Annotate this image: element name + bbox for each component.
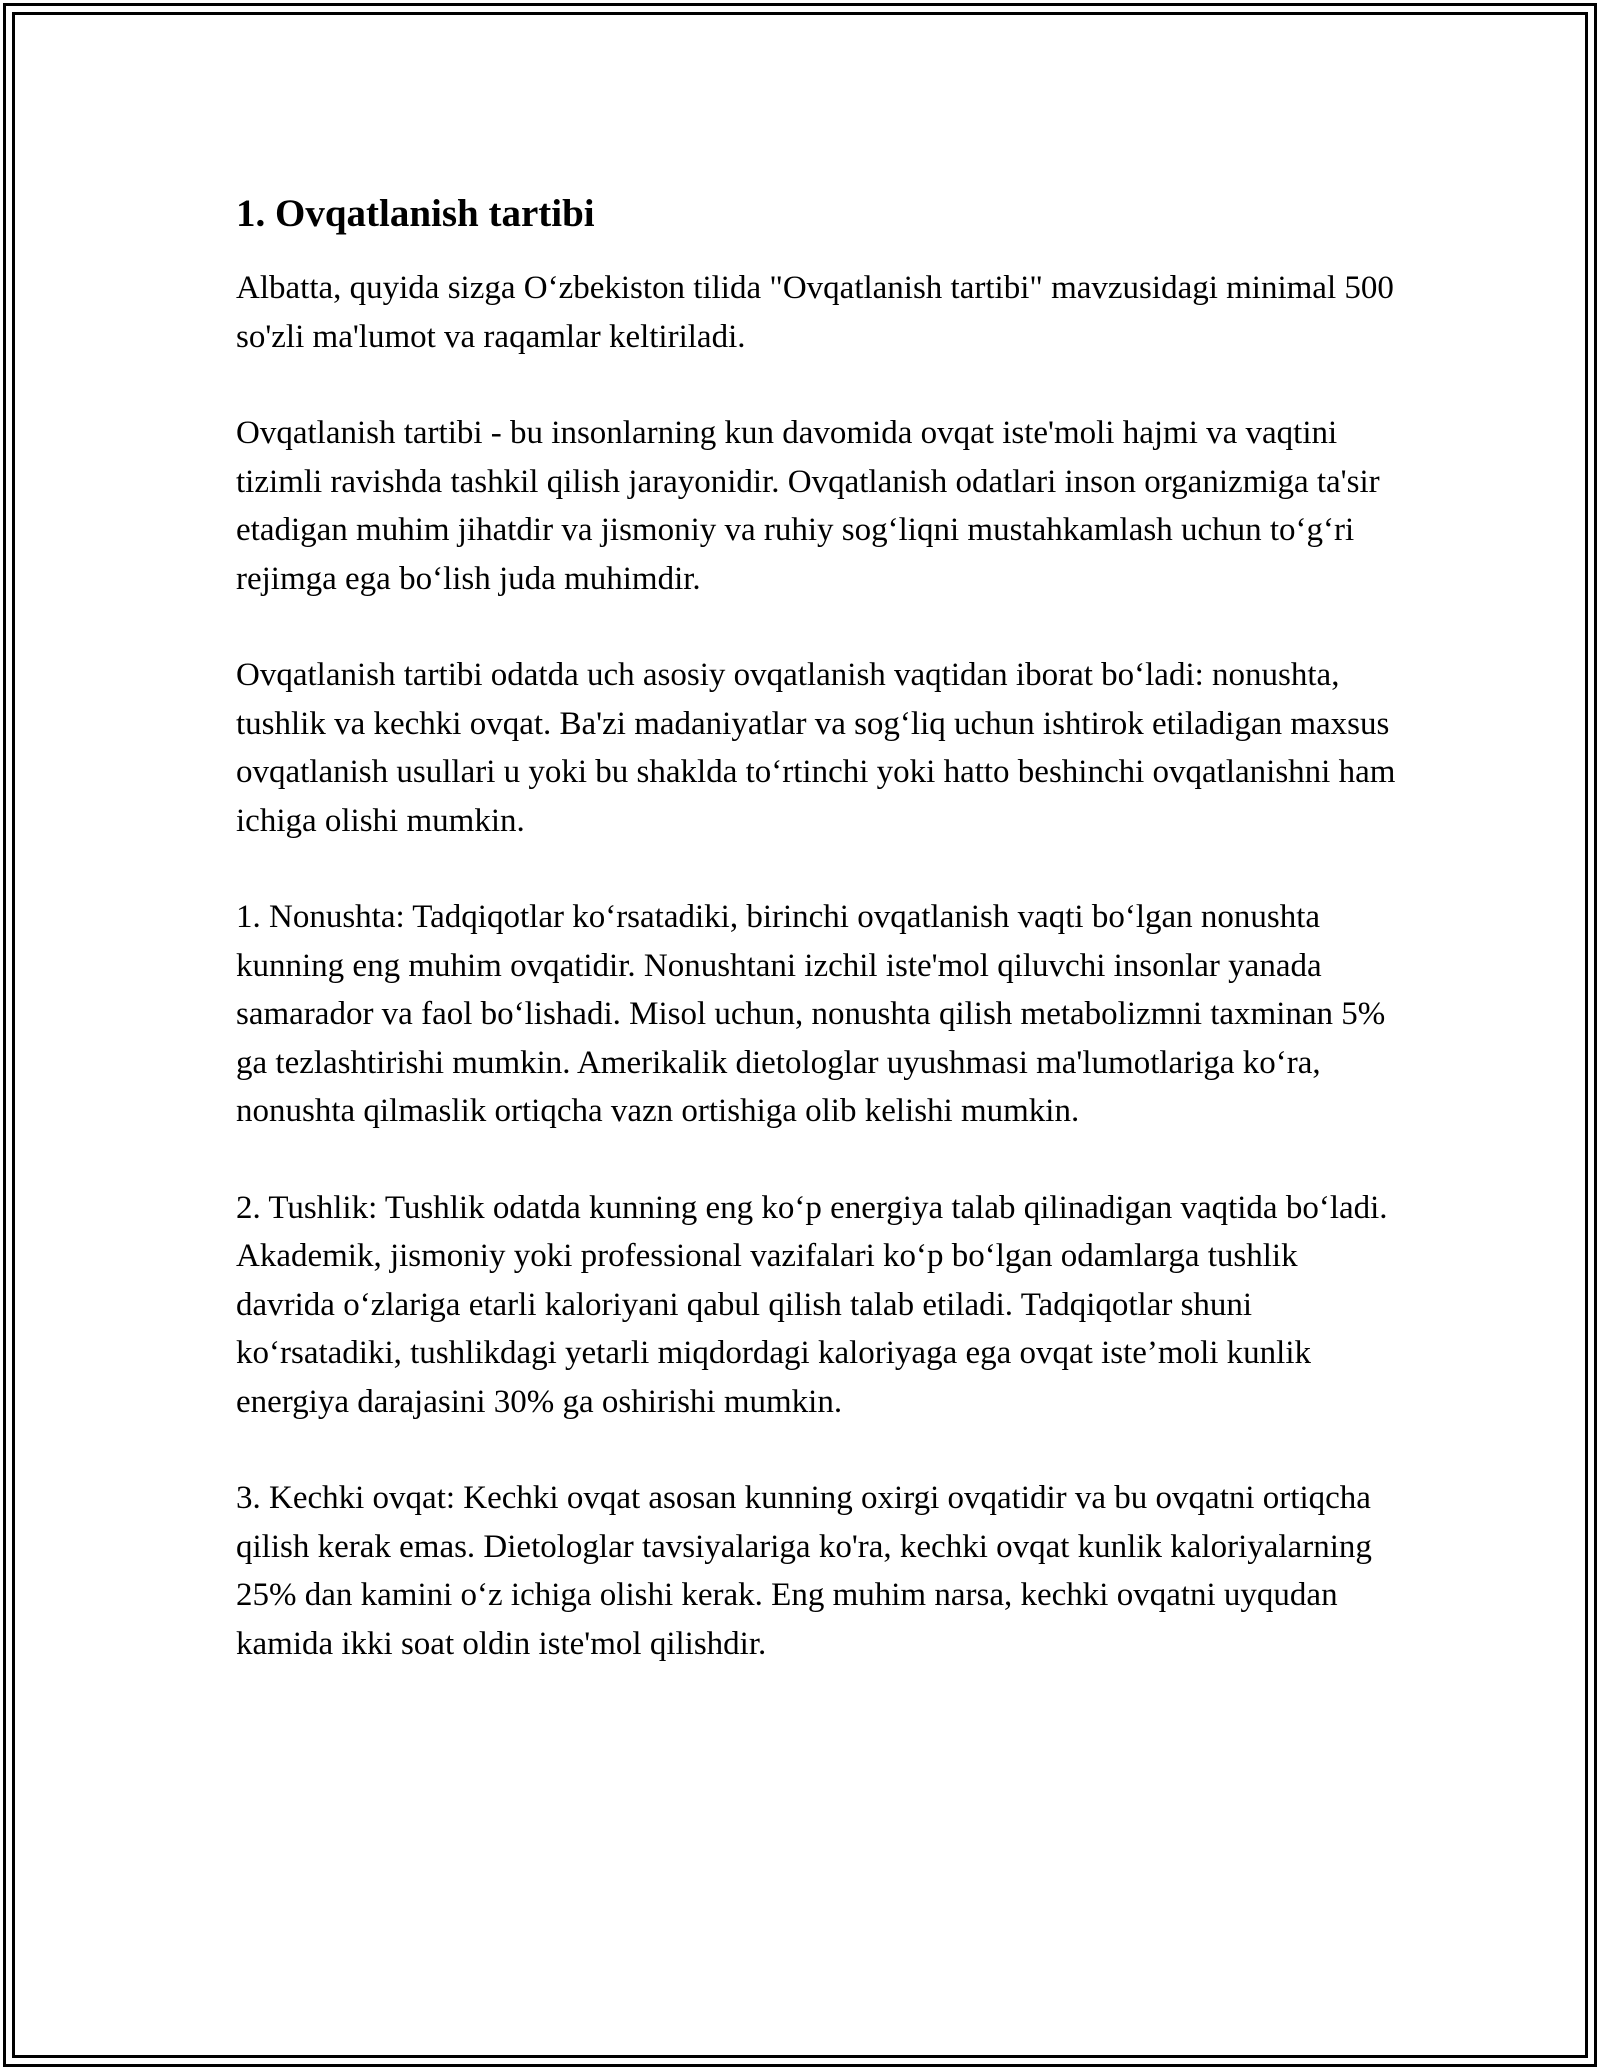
- definition-paragraph: Ovqatlanish tartibi - bu insonlarning kun davomida ovqat iste'moli hajmi va vaqtini tizimli ravishda tashkil qilish jarayonidir. Ovqatlanish odatlari inson organizmiga ta'sir etadigan muhim jihatdir va jismoniy va ruhiy sog‘liqni mustahkamlash uchun to‘g‘ri rejimga ega bo‘lish juda muhimdir.: [236, 415, 1380, 597]
- dinner-paragraph: 3. Kechki ovqat: Kechki ovqat asosan kunning oxirgi ovqatidir va bu ovqatni ortiqcha qilish kerak emas. Dietologlar tavsiyalariga ko'ra, kechki ovqat kunlik kaloriyalarning 25% dan kamini o‘z ichiga olishi kerak. Eng muhim narsa, kechki ovqatni uyqudan kamida ikki soat oldin iste'mol qilishdir.: [236, 1480, 1372, 1662]
- meals-overview-paragraph: Ovqatlanish tartibi odatda uch asosiy ovqatlanish vaqtidan iborat bo‘ladi: nonushta, tushlik va kechki ovqat. Ba'zi madaniyatlar va sog‘liq uchun ishtirok etiladigan maxsus ovqatlanish usullari u yoki bu shaklda to‘rtinchi yoki hatto beshinchi ovqatlanishni ham ichiga olishi mumkin.: [236, 657, 1396, 839]
- lunch-paragraph: 2. Tushlik: Tushlik odatda kunning eng ko‘p energiya talab qilinadigan vaqtida bo‘ladi. Akademik, jismoniy yoki professional vazifalari ko‘p bo‘lgan odamlarga tushlik davrida o‘zlariga etarli kaloriyani qabul qilish talab etiladi. Tadqiqotlar shuni ko‘rsatadiki, tushlikdagi yetarli miqdordagi kaloriyaga ega ovqat iste’moli kunlik energiya darajasini 30% ga oshirishi mumkin.: [236, 1189, 1388, 1420]
- page-title: 1. Ovqatlanish tartibi: [236, 192, 595, 235]
- document-body: [236, 190, 1396, 1716]
- intro-paragraph: Albatta, quyida sizga O‘zbekiston tilida "Ovqatlanish tartibi" mavzusidagi minimal 500 so'zli ma'lumot va raqamlar keltiriladi.: [236, 270, 1394, 355]
- breakfast-paragraph: 1. Nonushta: Tadqiqotlar ko‘rsatadiki, birinchi ovqatlanish vaqti bo‘lgan nonushta kunning eng muhim ovqatidir. Nonushtani izchil iste'mol qiluvchi insonlar yanada samarador va faol bo‘lishadi. Misol uchun, nonushta qilish metabolizmni taxminan 5% ga tezlashtirishi mumkin. Amerikalik dietologlar uyushmasi ma'lumotlariga ko‘ra, nonushta qilmaslik ortiqcha vazn ortishiga olib kelishi mumkin.: [236, 899, 1386, 1129]
